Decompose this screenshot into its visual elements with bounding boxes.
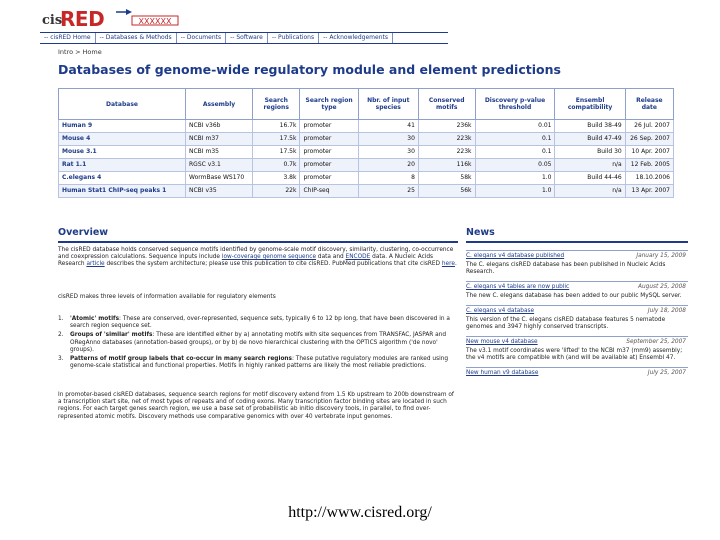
- table-cell: Build 47-49: [555, 133, 625, 146]
- logo-prefix: cis: [42, 13, 63, 28]
- table-row: [59, 146, 674, 159]
- database-link[interactable]: Mouse 3.1: [59, 146, 186, 159]
- table-header-row: [59, 89, 674, 120]
- col-ensembl-compat: Ensembl compatibility: [555, 89, 625, 120]
- web-page: [40, 6, 692, 498]
- overview-paragraph-1: [58, 247, 458, 269]
- news-item: [466, 305, 688, 331]
- nav-home[interactable]: -- cisRED Home: [40, 33, 96, 43]
- table-cell: promoter: [300, 133, 358, 146]
- table-row: [59, 159, 674, 172]
- table-cell: 0.1: [475, 133, 555, 146]
- news-item: [466, 250, 688, 276]
- table-cell: 26 Sep. 2007: [625, 133, 673, 146]
- table-cell: 10 Apr. 2007: [625, 146, 673, 159]
- news-date: July 18, 2008: [647, 308, 686, 314]
- table-cell: 56k: [418, 185, 475, 198]
- top-nav: [40, 32, 448, 44]
- list-text: [70, 332, 458, 354]
- encode-link[interactable]: ENCODE: [345, 254, 371, 261]
- table-cell: n/a: [555, 159, 625, 172]
- col-pvalue-threshold: Discovery p-value threshold: [475, 89, 555, 120]
- overview-heading: Overview: [58, 227, 109, 238]
- news-heading: News: [466, 227, 495, 238]
- nav-databases-methods[interactable]: -- Databases & Methods: [96, 33, 177, 43]
- news-body: The new C. elegans database has been added to our public MySQL server.: [466, 293, 682, 299]
- low-coverage-link[interactable]: low-coverage genome sequence: [221, 254, 317, 261]
- table-cell: RGSC v3.1: [186, 159, 253, 172]
- table-cell: promoter: [300, 172, 358, 185]
- database-link[interactable]: Human 9: [59, 120, 186, 133]
- database-link[interactable]: Human Stat1 ChIP-seq peaks 1: [59, 185, 186, 198]
- breadcrumb: [58, 48, 102, 56]
- nav-publications[interactable]: -- Publications: [268, 33, 319, 43]
- table-cell: 41: [358, 120, 418, 133]
- news-rule: [466, 241, 688, 243]
- levels-list: [58, 316, 458, 372]
- col-database: Database: [59, 89, 186, 120]
- news-body: The C. elegans cisRED database has been published in Nucleic Acids Research.: [466, 262, 666, 275]
- table-cell: 3.8k: [253, 172, 300, 185]
- overview-rule: [58, 241, 458, 243]
- news-list: [466, 250, 688, 382]
- breadcrumb-current: Home: [82, 48, 102, 56]
- table-cell: 22k: [253, 185, 300, 198]
- overview-paragraph-2: cisRED makes three levels of information available for regulatory elements: [58, 294, 276, 300]
- table-cell: 25: [358, 185, 418, 198]
- table-cell: 223k: [418, 146, 475, 159]
- table-cell: 17.5k: [253, 146, 300, 159]
- news-headline-link[interactable]: New mouse v4 database: [466, 339, 538, 345]
- table-cell: 8: [358, 172, 418, 185]
- table-cell: 30: [358, 133, 418, 146]
- overview-text: .: [454, 261, 457, 268]
- table-cell: 1.0: [475, 185, 555, 198]
- table-cell: n/a: [555, 185, 625, 198]
- overview-paragraph-3: In promoter-based cisRED databases, sequence search regions for motif discovery extend from 1.5 Kb upstream to 200b downstream of a transcription start site, net of most types of repeats and of coding exons. Many transcription factor binding sites are located in such regions. For each target genes search region, we use a base set of probabilistic ab initio discovery tools, in parallel, to find over-represented atomic motifs. Discovery methods use comparative genomics with over 40 vertebrate input genomes.: [58, 392, 454, 420]
- footer-url: http://www.cisred.org/: [288, 504, 432, 521]
- logo-motif-icon: [116, 9, 180, 27]
- news-date: August 25, 2008: [638, 284, 686, 290]
- table-row: [59, 172, 674, 185]
- table-cell: 0.01: [475, 120, 555, 133]
- list-item: [58, 332, 458, 354]
- news-item: [466, 336, 688, 362]
- table-cell: 223k: [418, 133, 475, 146]
- breadcrumb-separator: >: [75, 48, 81, 56]
- table-cell: 17.5k: [253, 133, 300, 146]
- news-date: January 15, 2009: [636, 253, 686, 259]
- col-search-region-type: Search region type: [300, 89, 358, 120]
- list-term: Patterns of motif group labels that co-occur in many search regions: [70, 356, 293, 363]
- article-link[interactable]: article: [86, 261, 105, 268]
- database-link[interactable]: C.elegans 4: [59, 172, 186, 185]
- list-number: 3.: [58, 356, 64, 363]
- news-headline-link[interactable]: C. elegans v4 tables are now public: [466, 284, 570, 290]
- table-cell: 0.7k: [253, 159, 300, 172]
- news-headline-link[interactable]: C. elegans v4 database published: [466, 253, 565, 259]
- news-item: [466, 281, 688, 300]
- overview-text: data and: [316, 254, 346, 261]
- table-cell: 236k: [418, 120, 475, 133]
- news-item: [466, 367, 688, 377]
- list-desc: : These putative regulatory modules are ranked using genome-scale statistical and functional properties. Motifs in highly ranked patterns are likely the most reliable predictions.: [70, 356, 449, 370]
- col-input-species: Nbr. of input species: [358, 89, 418, 120]
- list-number: 1.: [58, 316, 64, 322]
- database-link[interactable]: Rat 1.1: [59, 159, 186, 172]
- col-conserved-motifs: Conserved motifs: [418, 89, 475, 120]
- table-cell: ChIP-seq: [300, 185, 358, 198]
- table-cell: Build 44-46: [555, 172, 625, 185]
- col-release-date: Release date: [625, 89, 673, 120]
- list-desc: : These are identified either by a) annotating motifs with site sequences from TRANSFAC, JASPAR and ORegAnno databases (annotation-based groups), or by b) de novo hierarchical clustering with the OPTICS algorithm ('de novo' groups).: [70, 332, 447, 353]
- table-cell: NCBI m35: [186, 146, 253, 159]
- news-headline-link[interactable]: New human v9 database: [466, 370, 539, 376]
- list-item: [58, 356, 458, 370]
- database-link[interactable]: Mouse 4: [59, 133, 186, 146]
- table-cell: promoter: [300, 146, 358, 159]
- breadcrumb-intro[interactable]: Intro: [58, 48, 74, 56]
- news-date: September 25, 2007: [626, 339, 686, 345]
- citations-link[interactable]: here: [441, 261, 455, 268]
- table-cell: 0.1: [475, 146, 555, 159]
- news-headline-link[interactable]: C. elegans v4 database: [466, 308, 535, 314]
- list-text: [70, 356, 458, 370]
- page-title: Databases of genome-wide regulatory module and element predictions: [58, 62, 561, 77]
- list-item: [58, 316, 458, 330]
- list-term: Groups of 'similar' motifs: [70, 332, 153, 339]
- table-row: [59, 185, 674, 198]
- table-cell: promoter: [300, 120, 358, 133]
- table-cell: promoter: [300, 159, 358, 172]
- nav-software[interactable]: -- Software: [226, 33, 268, 43]
- table-cell: 116k: [418, 159, 475, 172]
- overview-text: The cisRED database holds conserved sequence motifs identified by genome-scale motif discovery, similarity, clustering, co-occurrence and coexpression calculations. Sequence inputs include: [58, 247, 454, 261]
- col-search-regions: Search regions: [253, 89, 300, 120]
- table-cell: NCBI m37: [186, 133, 253, 146]
- col-assembly: Assembly: [186, 89, 253, 120]
- news-body: This version of the C. elegans cisRED database features 5 nematode genomes and 3947 highly conserved transcripts.: [466, 317, 666, 330]
- nav-acknowledgements[interactable]: -- Acknowledgements: [319, 33, 393, 43]
- table-cell: 0.05: [475, 159, 555, 172]
- table-cell: Build 30: [555, 146, 625, 159]
- table-cell: NCBI v35: [186, 185, 253, 198]
- list-term: 'Atomic' motifs: [70, 316, 120, 322]
- overview-text: data. A Nucleic Acids Research: [58, 254, 434, 268]
- table-cell: 12 Feb. 2005: [625, 159, 673, 172]
- table-cell: 58k: [418, 172, 475, 185]
- table-cell: NCBI v36b: [186, 120, 253, 133]
- table-cell: 1.0: [475, 172, 555, 185]
- table-cell: 18.10.2006: [625, 172, 673, 185]
- table-cell: WormBase WS170: [186, 172, 253, 185]
- list-text: [70, 316, 458, 330]
- database-table: [58, 88, 674, 198]
- table-cell: Build 38-49: [555, 120, 625, 133]
- table-cell: 16.7k: [253, 120, 300, 133]
- list-number: 2.: [58, 332, 64, 339]
- nav-documents[interactable]: -- Documents: [177, 33, 226, 43]
- news-date: July 25, 2007: [647, 370, 686, 376]
- table-row: [59, 133, 674, 146]
- logo-mark: XXXXXX: [138, 17, 172, 26]
- table-row: [59, 120, 674, 133]
- table-cell: 26 Jul. 2007: [625, 120, 673, 133]
- table-cell: 20: [358, 159, 418, 172]
- table-cell: 30: [358, 146, 418, 159]
- logo-name: RED: [60, 7, 105, 31]
- news-body: The v3.1 motif coordinates were 'lifted' to the NCBI m37 (mm9) assembly; the v4 motifs are compatible with (and will be available at) Ensembl 47.: [466, 348, 683, 361]
- table-cell: 13 Apr. 2007: [625, 185, 673, 198]
- list-desc: : These are conserved, over-represented, sequence sets, typically 6 to 12 bp long, that have been discovered in a search region sequence set.: [70, 316, 450, 330]
- overview-text: describes the system architecture; please use this publication to cite cisRED. PubMed publications that cite cisRED: [104, 261, 442, 268]
